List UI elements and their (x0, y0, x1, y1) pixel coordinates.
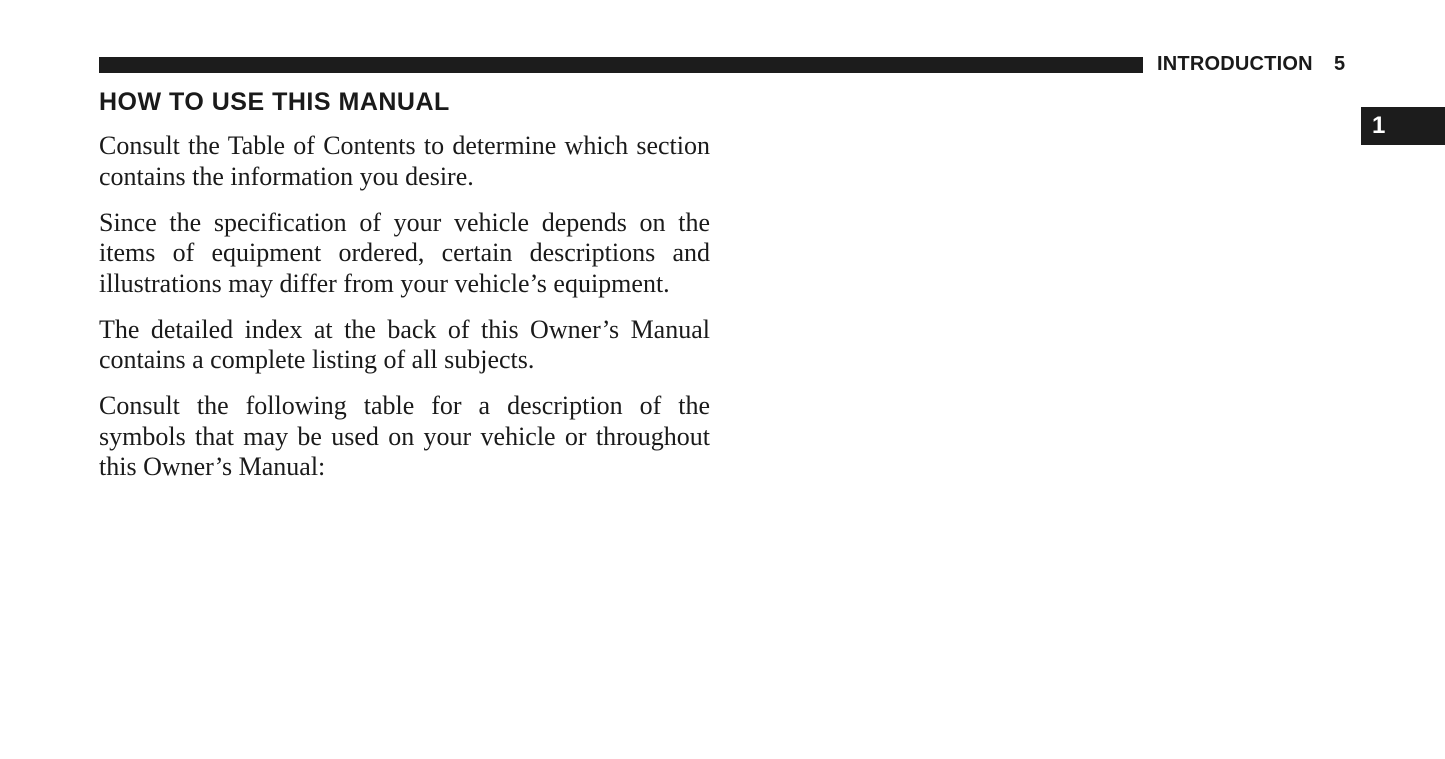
section-heading: HOW TO USE THIS MANUAL (99, 88, 450, 116)
body-text-column (99, 131, 710, 498)
chapter-tab-number: 1 (1372, 112, 1386, 139)
chapter-tab (1361, 107, 1445, 145)
paragraph-table-of-contents: Consult the Table of Contents to determine which section contains the information you desire. (99, 131, 710, 191)
paragraph-symbols-table: Consult the following table for a description of the symbols that may be used on your vehicle or throughout this Owner’s Manual: (99, 391, 710, 481)
page-number: 5 (1334, 53, 1346, 75)
header-rule-bar (99, 57, 1143, 73)
paragraph-detailed-index: The detailed index at the back of this Owner’s Manual contains a complete listing of all subjects. (99, 314, 710, 374)
running-header-title: INTRODUCTION (1157, 53, 1313, 75)
paragraph-vehicle-specification: Since the specification of your vehicle depends on the items of equipment ordered, certain descriptions and illustrations may differ from your vehicle’s equipment. (99, 207, 710, 298)
